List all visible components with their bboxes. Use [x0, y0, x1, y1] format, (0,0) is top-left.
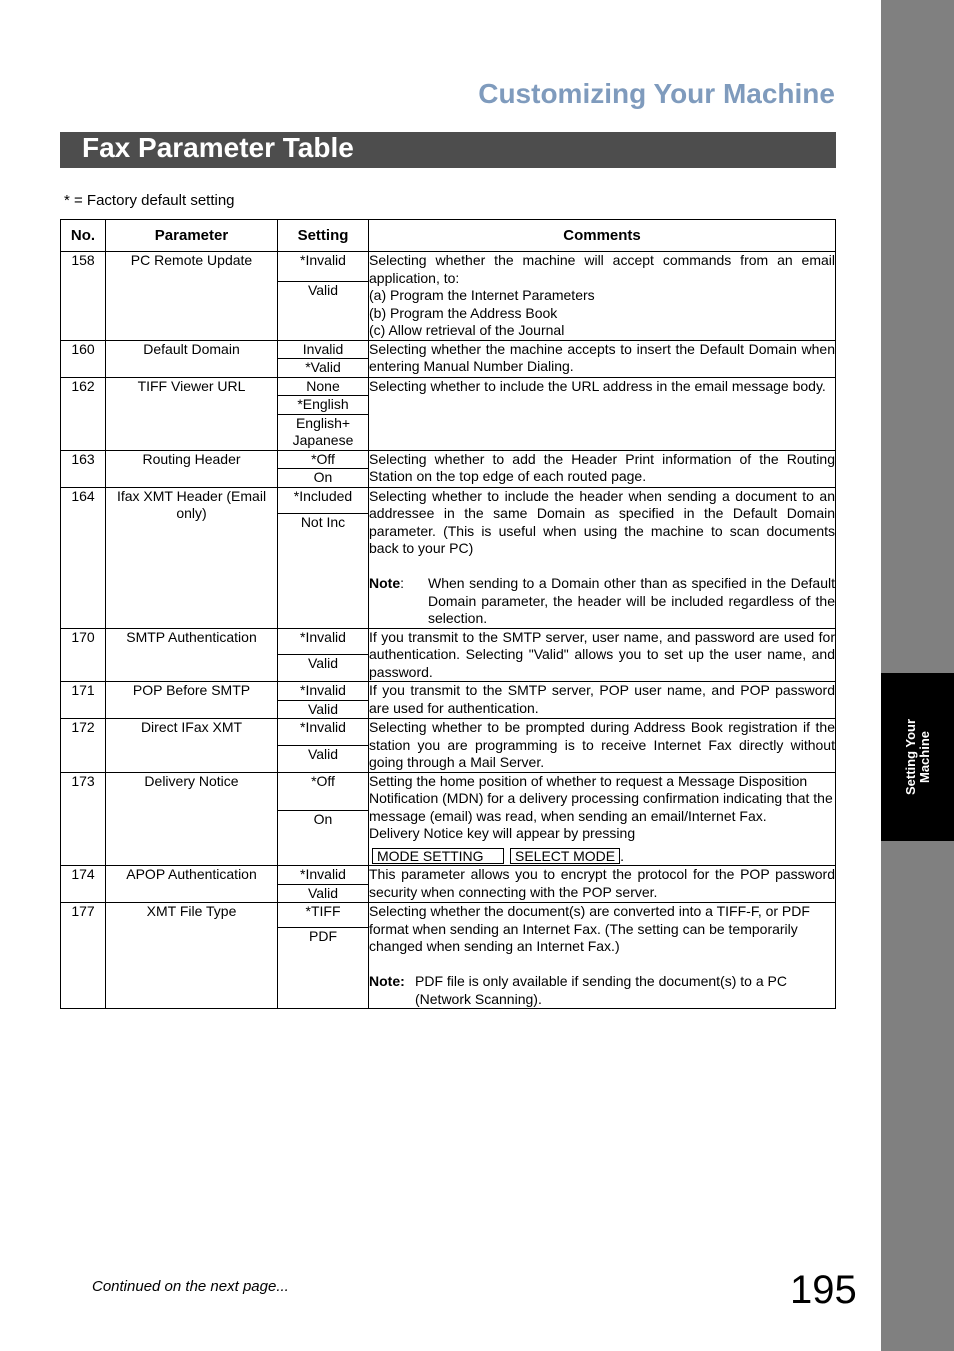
- setting-option: Not Inc: [278, 513, 369, 628]
- setting-option: *Invalid: [278, 628, 369, 655]
- column-header-parameter: Parameter: [106, 220, 278, 252]
- row-comment: Selecting whether to include the URL address in the email message body.: [369, 377, 836, 450]
- factory-default-note: * = Factory default setting: [64, 192, 235, 209]
- row-parameter: SMTP Authentication: [106, 628, 278, 682]
- row-comment: Selecting whether the machine will accept commands from an email application, to: (a) Program the Internet Parameters (b) Program the Address Book (c) Allow retrieval of the Journal: [369, 252, 835, 338]
- fax-parameter-table: [60, 219, 836, 1009]
- setting-option: None: [278, 377, 369, 396]
- setting-option: On: [278, 469, 369, 488]
- row-number: 170: [61, 628, 106, 682]
- row-comment: Selecting whether to include the header when sending a document to an addressee in the same Domain as specified in the Default Domain parameter. (This is useful when using the machine to scan documents back to your PC) Note: When sending to a Domain other than as specified in the Default Domain parameter, the header will be included regardless of the selection.: [369, 487, 835, 626]
- section-title: Fax Parameter Table: [82, 132, 354, 163]
- setting-option: Invalid: [278, 340, 369, 359]
- row-number: 172: [61, 719, 106, 773]
- table-row: [61, 719, 836, 746]
- setting-option: On: [278, 811, 369, 866]
- table-row: [61, 377, 836, 396]
- row-parameter: Default Domain: [106, 340, 278, 377]
- row-number: 164: [61, 487, 106, 628]
- setting-option: Valid: [278, 281, 369, 340]
- setting-option: *TIFF: [278, 903, 369, 928]
- row-number: 163: [61, 450, 106, 487]
- row-parameter: POP Before SMTP: [106, 682, 278, 719]
- setting-option: Valid: [278, 745, 369, 772]
- chapter-side-tab-label: Setting Your Machine: [902, 718, 932, 796]
- row-comment: Setting the home position of whether to request a Message Disposition Notification (MDN) for a delivery processing confirmation indicating that the message (email) was read, when sending an email/Internet Fax. Delivery Notice key will appear by pressing MODE SETTING SELECT MODE .: [369, 772, 836, 866]
- note: Note: When sending to a Domain other than as specified in the Default Domain parameter, the header will be included regardless of the selection.: [369, 575, 835, 626]
- row-comment: Selecting whether to be prompted during Address Book registration if the station you are programming is to receive Internet Fax directly without going through a Mail Server.: [369, 719, 835, 770]
- setting-option: Valid: [278, 655, 369, 682]
- page-number: 195: [790, 1268, 857, 1312]
- table-row: [61, 628, 836, 655]
- row-comment: If you transmit to the SMTP server, POP user name, and POP password are used for authentication.: [369, 682, 836, 719]
- row-comment: Selecting whether to add the Header Print information of the Routing Station on the top edge of each routed page.: [369, 450, 836, 487]
- setting-option: *English: [278, 396, 369, 415]
- setting-option: English+ Japanese: [278, 414, 369, 450]
- row-parameter: Ifax XMT Header (Email only): [106, 487, 278, 628]
- note-text: When sending to a Domain other than as specified in the Default Domain parameter, the header will be included regardless of the selection.: [428, 575, 835, 626]
- row-comment: This parameter allows you to encrypt the protocol for the POP password security when connecting with the POP server.: [369, 866, 836, 903]
- row-parameter: Delivery Notice: [106, 772, 278, 866]
- note-label: Note:: [369, 973, 405, 989]
- setting-option: *Off: [278, 450, 369, 469]
- row-number: 177: [61, 903, 106, 1009]
- note-label: Note: [369, 575, 401, 591]
- setting-option: Valid: [278, 884, 369, 903]
- table-header-row: [61, 220, 836, 252]
- chapter-title: Customizing Your Machine: [478, 78, 835, 109]
- table-row: [61, 252, 836, 282]
- row-number: 173: [61, 772, 106, 866]
- row-number: 162: [61, 377, 106, 450]
- continued-note: Continued on the next page...: [92, 1278, 289, 1295]
- row-number: 174: [61, 866, 106, 903]
- setting-option: PDF: [278, 928, 369, 1009]
- setting-option: *Invalid: [278, 719, 369, 746]
- column-header-comments: Comments: [369, 220, 836, 252]
- setting-option: Valid: [278, 700, 369, 719]
- row-parameter: Routing Header: [106, 450, 278, 487]
- setting-option: *Included: [278, 487, 369, 513]
- column-header-no: No.: [61, 220, 106, 252]
- table-row: [61, 772, 836, 811]
- setting-option: *Invalid: [278, 252, 369, 282]
- note: [369, 973, 835, 1008]
- row-parameter: PC Remote Update: [106, 252, 278, 341]
- table-row: [61, 866, 836, 885]
- row-number: 160: [61, 340, 106, 377]
- table-row: [61, 340, 836, 359]
- table-row: [61, 450, 836, 469]
- row-comment: Selecting whether the document(s) are converted into a TIFF-F, or PDF format when sending an Internet Fax. (The setting can be temporarily changed when sending an Internet Fax.) Note: PDF file is only available if sending the document(s) to a PC (Network Scanning).: [369, 903, 836, 1009]
- table-row: [61, 487, 836, 513]
- row-parameter: APOP Authentication: [106, 866, 278, 903]
- setting-option: *Invalid: [278, 866, 369, 885]
- setting-option: *Valid: [278, 359, 369, 378]
- row-number: 158: [61, 252, 106, 341]
- column-header-setting: Setting: [278, 220, 369, 252]
- setting-option: *Off: [278, 772, 369, 811]
- row-parameter: TIFF Viewer URL: [106, 377, 278, 450]
- chapter-side-tab: [881, 673, 954, 841]
- table-row: [61, 682, 836, 701]
- row-comment: If you transmit to the SMTP server, user name, and password are used for authentication. Selecting "Valid" allows you to set up the user name, and password.: [369, 628, 835, 680]
- select-mode-key: SELECT MODE: [510, 848, 620, 864]
- row-parameter: XMT File Type: [106, 903, 278, 1009]
- section-title-bar: [60, 132, 836, 168]
- table-row: [61, 903, 836, 928]
- row-number: 171: [61, 682, 106, 719]
- setting-option: *Invalid: [278, 682, 369, 701]
- row-comment: Selecting whether the machine accepts to insert the Default Domain when entering Manual Number Dialing.: [369, 340, 836, 377]
- note-text: PDF file is only available if sending the document(s) to a PC (Network Scanning).: [415, 973, 787, 1007]
- row-parameter: Direct IFax XMT: [106, 719, 278, 773]
- mode-setting-key: MODE SETTING: [372, 848, 504, 864]
